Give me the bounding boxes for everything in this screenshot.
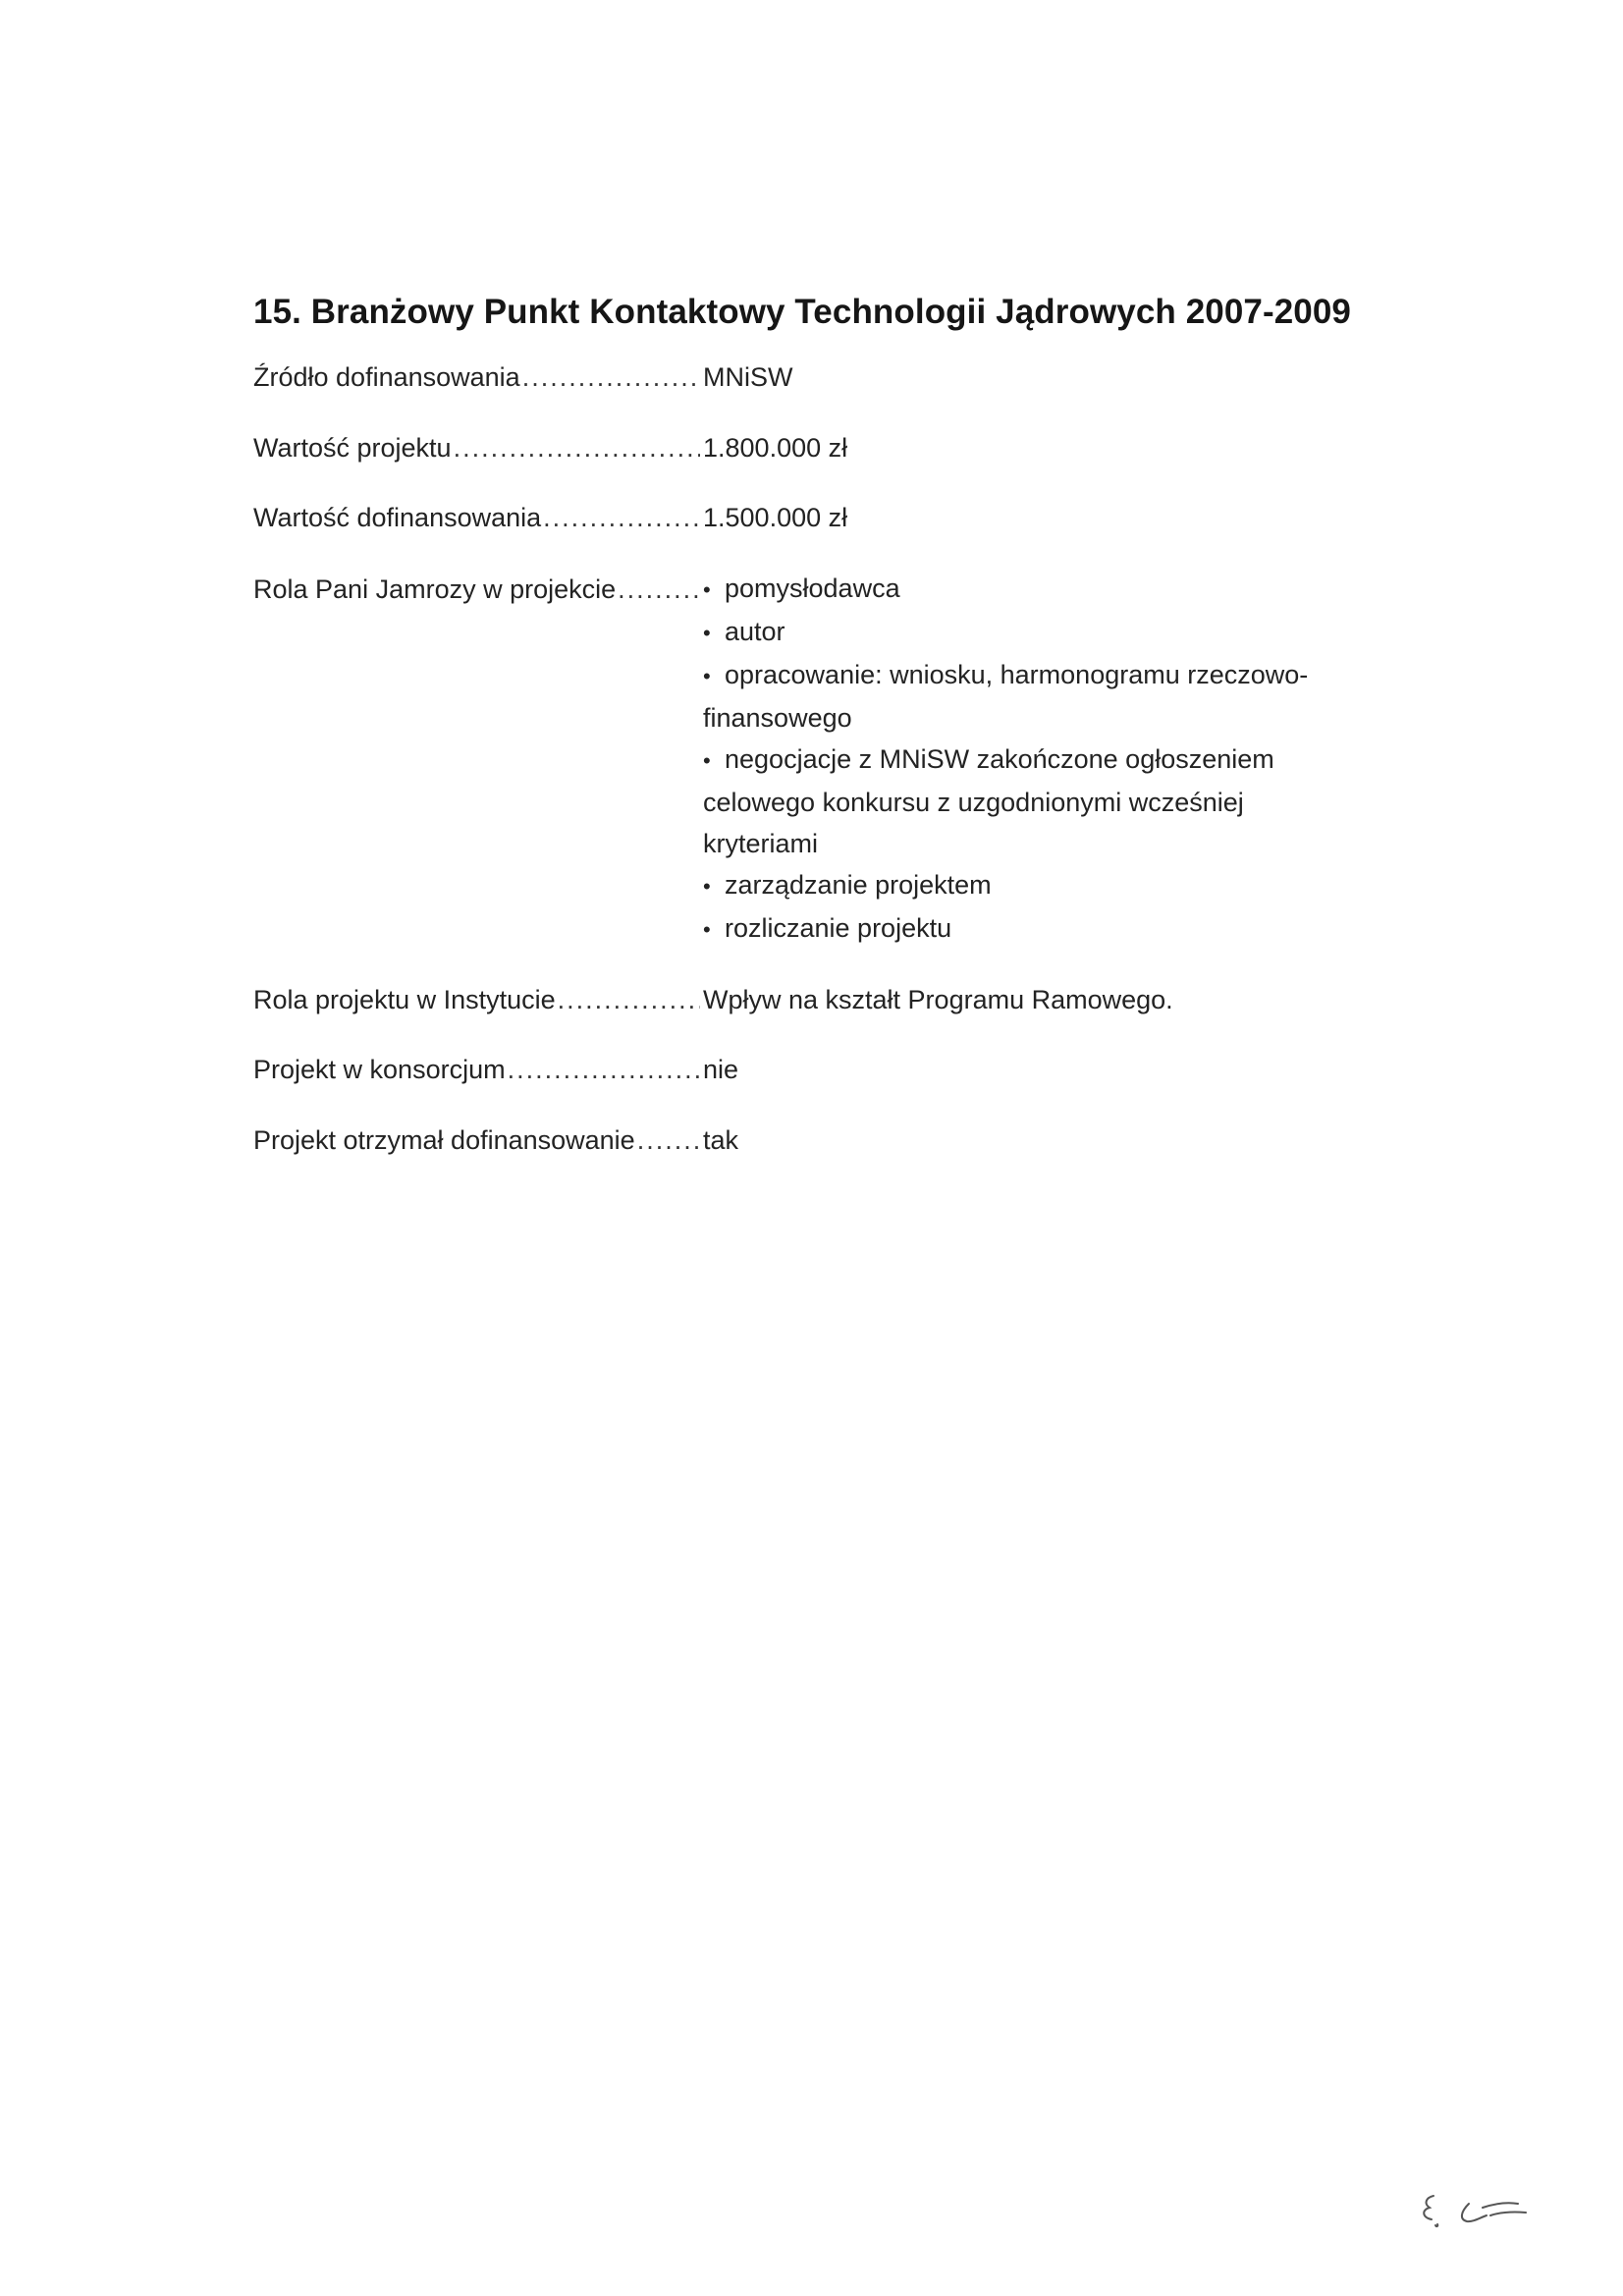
bullet-icon: • [703,917,711,942]
field-value-role [703,568,1371,951]
field-value-consortium: nie [703,1055,739,1084]
bullet-icon: • [703,664,711,688]
signature-icon [1412,2182,1540,2241]
leader-dots [543,496,700,539]
field-label-container [253,355,700,399]
field-label-source: Źródło dofinansowania [253,362,520,392]
field-label-consortium: Projekt w konsorcjum [253,1055,506,1084]
field-label-container [253,568,700,611]
bullet-icon: • [703,748,711,773]
bullet-icon: • [703,621,711,645]
field-label-role: Rola Pani Jamrozy w projekcie [253,574,617,604]
leader-dots [454,426,700,469]
leader-dots [522,355,700,399]
list-item: • pomysłodawca [703,568,1371,611]
role-bullet-list [703,568,1371,951]
list-item: • autor [703,611,1371,654]
field-label-funded: Projekt otrzymał dofinansowanie [253,1125,635,1155]
field-label-project-value: Wartość projektu [253,433,452,463]
field-label-institution-role: Rola projektu w Instytucie [253,985,556,1014]
leader-dots [637,1119,700,1162]
field-label-container [253,1048,700,1091]
list-item: • negocjacje z MNiSW zakończone ogłoszeniem celowego konkursu z uzgodnionymi wcześniej kryteriami [703,738,1371,864]
leader-dots [508,1048,700,1091]
field-value-project-value: 1.800.000 zł [703,433,848,463]
field-value-source: MNiSW [703,362,793,392]
leader-dots [618,568,700,611]
bullet-icon: • [703,577,711,602]
list-item: • opracowanie: wniosku, harmonogramu rzeczowo- finansowego [703,654,1371,738]
field-label-container [253,978,700,1021]
bullet-icon: • [703,874,711,899]
field-label-cofunding-value: Wartość dofinansowania [253,503,542,532]
leader-dots [558,978,700,1021]
document-title: 15. Branżowy Punkt Kontaktowy Technologii Jądrowych 2007-2009 [253,293,1351,331]
field-label-container [253,496,700,539]
field-label-container [253,1119,700,1162]
field-value-cofunding-value: 1.500.000 zł [703,503,848,532]
field-label-container [253,426,700,469]
list-item: • rozliczanie projektu [703,907,1371,951]
field-value-funded: tak [703,1125,739,1155]
field-value-institution-role: Wpływ na kształt Programu Ramowego. [703,985,1173,1014]
list-item: • zarządzanie projektem [703,864,1371,907]
